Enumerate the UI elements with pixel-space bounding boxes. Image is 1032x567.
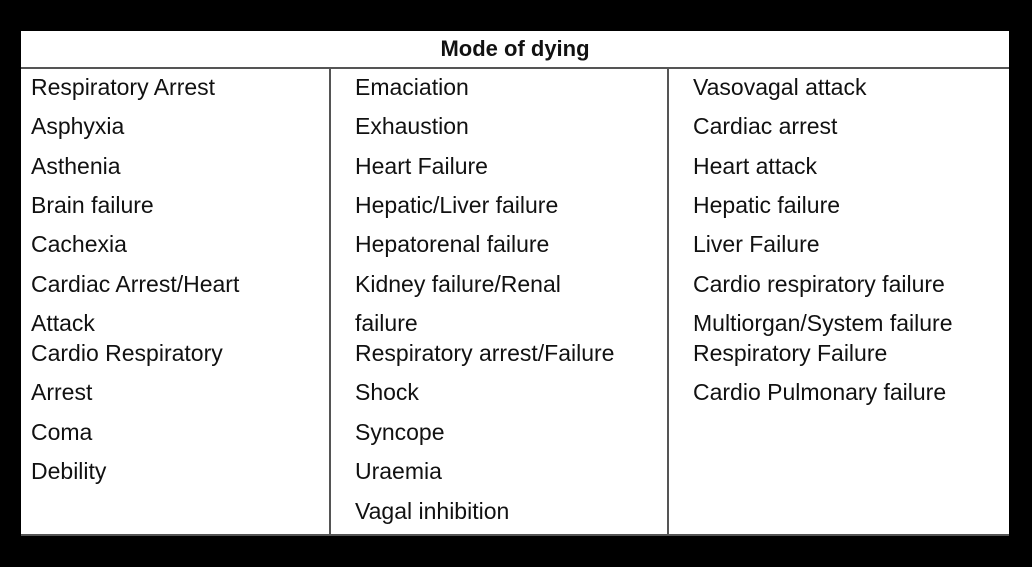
table-cell: Uraemia xyxy=(355,458,442,484)
table-cell: Cachexia xyxy=(31,231,127,257)
table-cell: Asthenia xyxy=(31,153,121,179)
table-cell: Brain failure xyxy=(31,192,154,218)
table-cell: Respiratory arrest/Failure xyxy=(355,340,615,366)
table-cell: Cardiac arrest xyxy=(693,113,838,139)
table-cell: Multiorgan/System failure xyxy=(693,310,953,336)
table-cell: Attack xyxy=(31,310,95,336)
table-cell: Arrest xyxy=(31,379,93,405)
table-cell: Kidney failure/Renal xyxy=(355,271,561,297)
table-cell: failure xyxy=(355,310,418,336)
table-cell: Heart attack xyxy=(693,153,817,179)
table-cell: Cardiac Arrest/Heart xyxy=(31,271,240,297)
mode-of-dying-table xyxy=(21,31,1009,536)
table-cell: Cardio respiratory failure xyxy=(693,271,945,297)
column-3 xyxy=(669,69,1009,534)
table-cell: Vasovagal attack xyxy=(693,74,867,100)
table-cell: Respiratory Failure xyxy=(693,340,888,366)
table-cell: Exhaustion xyxy=(355,113,469,139)
table-cell: Cardio Pulmonary failure xyxy=(693,379,947,405)
table-cell: Syncope xyxy=(355,419,445,445)
table-cell: Liver Failure xyxy=(693,231,820,257)
table-cell: Hepatic failure xyxy=(693,192,841,218)
table-cell: Cardio Respiratory xyxy=(31,340,223,366)
table-cell: Hepatorenal failure xyxy=(355,231,550,257)
column-1 xyxy=(21,69,331,534)
table-cell: Vagal inhibition xyxy=(355,498,510,524)
table-cell: Heart Failure xyxy=(355,153,488,179)
table-cell: Asphyxia xyxy=(31,113,125,139)
table-cell: Emaciation xyxy=(355,74,469,100)
column-2 xyxy=(331,69,669,534)
table-cell: Hepatic/Liver failure xyxy=(355,192,559,218)
table-cell: Shock xyxy=(355,379,419,405)
table-header: Mode of dying xyxy=(21,31,1009,69)
table-cell: Respiratory Arrest xyxy=(31,74,216,100)
table-cell: Coma xyxy=(31,419,93,445)
table-body xyxy=(21,69,1009,534)
table-cell: Debility xyxy=(31,458,107,484)
